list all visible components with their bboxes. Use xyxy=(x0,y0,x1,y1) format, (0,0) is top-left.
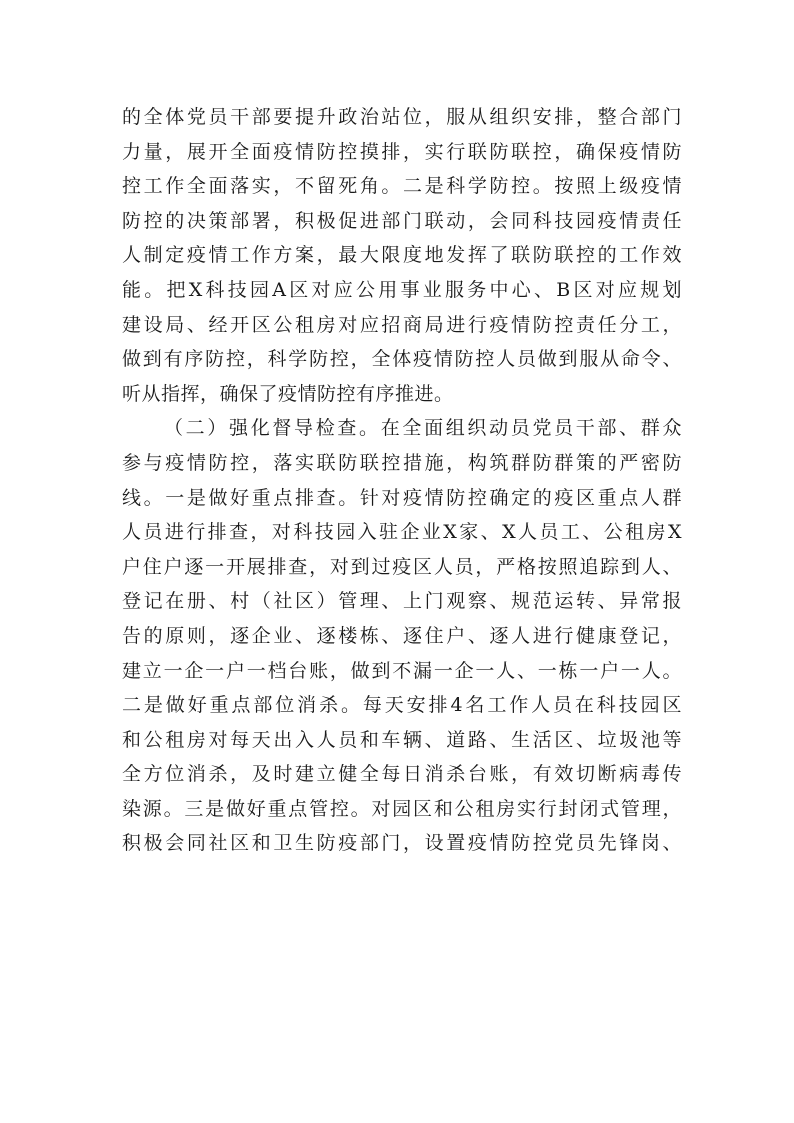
text-line: 染源。三是做好重点管控。对园区和公租房实行封闭式管理， xyxy=(122,797,682,820)
text-line: 听从指挥，确保了疫情防控有序推进。 xyxy=(122,382,454,405)
text-line: 二是做好重点部位消杀。每天安排4名工作人员在科技园区 xyxy=(122,694,682,717)
text-line: 控工作全面落实，不留死角。二是科学防控。按照上级疫情 xyxy=(122,175,682,198)
text-line: 防控的决策部署，积极促进部门联动，会同科技园疫情责任 xyxy=(122,209,682,232)
text-line: 能。把X科技园A区对应公用事业服务中心、B区对应规划 xyxy=(122,278,682,301)
text-line: 登记在册、村（社区）管理、上门观察、规范运转、异常报 xyxy=(122,590,682,613)
text-line: 做到有序防控，科学防控，全体疫情防控人员做到服从命令、 xyxy=(122,348,682,371)
text-line: 和公租房对每天出入人员和车辆、道路、生活区、垃圾池等 xyxy=(122,728,682,751)
text-line: 积极会同社区和卫生防疫部门，设置疫情防控党员先锋岗、 xyxy=(122,832,682,855)
text-line: 全方位消杀，及时建立健全每日消杀台账，有效切断病毒传 xyxy=(122,763,682,786)
text-line: 线。一是做好重点排查。针对疫情防控确定的疫区重点人群 xyxy=(122,486,682,509)
text-line: 建立一企一户一档台账，做到不漏一企一人、一栋一户一人。 xyxy=(122,659,682,682)
text-line: 建设局、经开区公租房对应招商局进行疫情防控责任分工， xyxy=(122,313,682,336)
text-line: 的全体党员干部要提升政治站位，服从组织安排，整合部门 xyxy=(122,106,682,128)
text-line: 参与疫情防控，落实联防联控措施，构筑群防群策的严密防 xyxy=(122,451,682,474)
section-heading-line: （二）强化督导检查。在全面组织动员党员干部、群众 xyxy=(164,417,682,440)
text-line: 力量，展开全面疫情防控摸排，实行联防联控，确保疫情防 xyxy=(122,140,682,163)
text-line: 户住户逐一开展排查，对到过疫区人员，严格按照追踪到人、 xyxy=(122,555,682,578)
body-text xyxy=(122,100,682,861)
text-line: 人员进行排查，对科技园入驻企业X家、X人员工、公租房X xyxy=(122,521,682,544)
text-line: 告的原则，逐企业、逐楼栋、逐住户、逐人进行健康登记， xyxy=(122,624,682,647)
text-line: 人制定疫情工作方案，最大限度地发挥了联防联控的工作效 xyxy=(122,244,682,267)
